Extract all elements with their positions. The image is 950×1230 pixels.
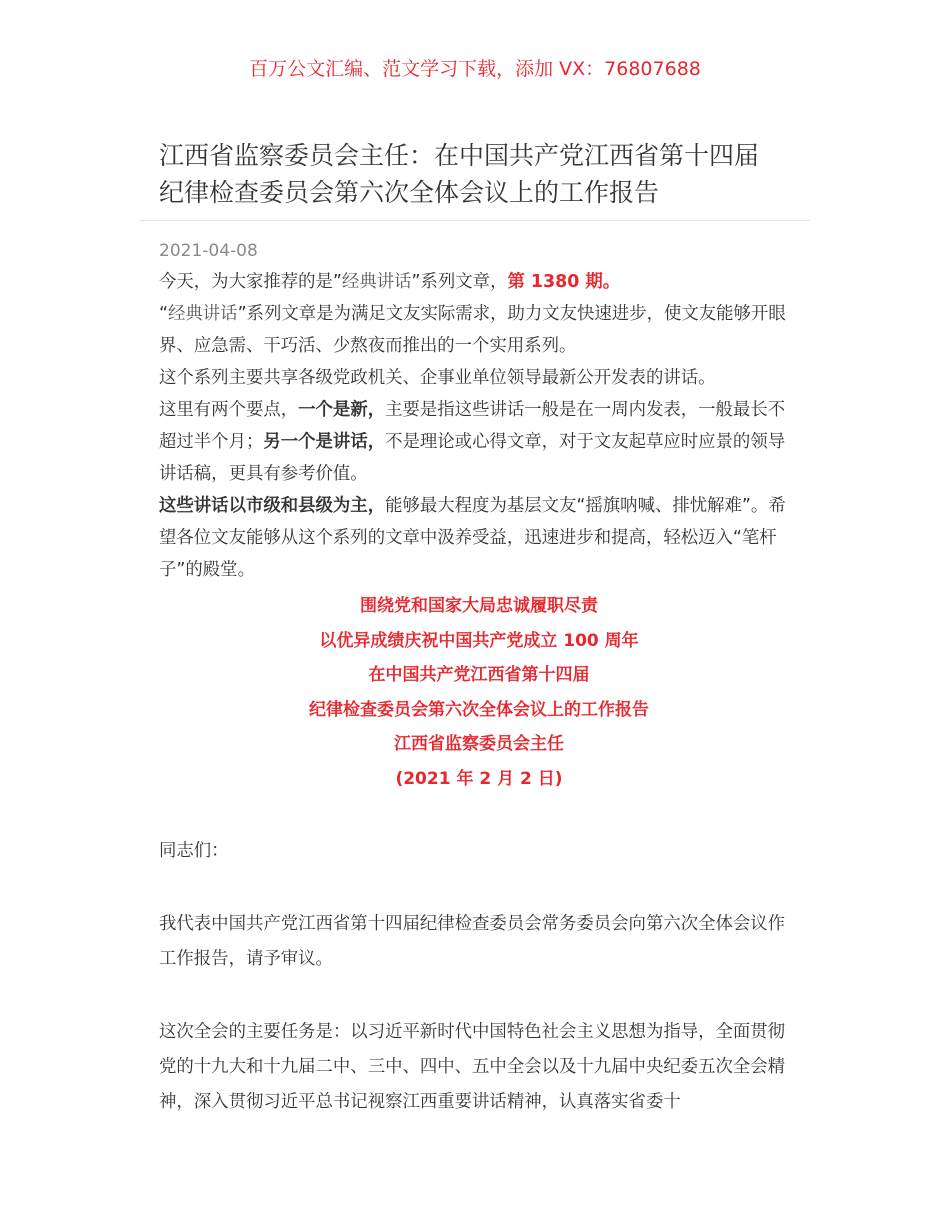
title-divider [140, 220, 810, 221]
report-paragraph-2: 这次全会的主要任务是：以习近平新时代中国特色社会主义思想为指导，全面贯彻党的十九大和十九届二中、三中、四中、五中全会以及十九届中央纪委五次全会精神，深入贯彻习近平总书记视察江西重要讲话精神，认真落实省委十 [159, 1022, 786, 1112]
intro-paragraph-1: 今天，为大家推荐的是”经典讲话”系列文章，第 1380 期。 [159, 272, 621, 292]
intro-paragraph-2: “经典讲话”系列文章是为满足文友实际需求，助力文友快速进步，使文友能够开眼界、应急需、干巧活、少熬夜而推出的一个实用系列。 [159, 304, 786, 356]
article-title [159, 137, 799, 211]
promo-banner: 百万公文汇编、范文学习下载，添加 VX：76807688 [249, 58, 701, 80]
article-title-line1: 江西省监察委员会主任：在中国共产党江西省第十四届 [159, 141, 760, 170]
salutation: 同志们： [159, 841, 229, 861]
report-heading-line: 纪律检查委员会第六次全体会议上的工作报告 [309, 699, 649, 720]
report-heading [159, 589, 799, 796]
report-heading-line: 以优异成绩庆祝中国共产党成立 100 周年 [319, 630, 639, 651]
key-point-level: 这些讲话以市级和县级为主， [159, 496, 386, 516]
key-point-speech: 另一个是讲话， [263, 432, 386, 452]
intro-paragraph-5: 这些讲话以市级和县级为主，能够最大程度为基层文友“摇旗呐喊、排忧解难”。希望各位文友能够从这个系列的文章中汲养受益，迅速进步和提高，轻松迈入“笔杆子”的殿堂。 [159, 496, 786, 580]
article-title-line2: 纪律检查委员会第六次全体会议上的工作报告 [159, 178, 660, 207]
key-point-new: 一个是新， [298, 400, 386, 420]
intro-paragraph-4: 这里有两个要点，一个是新，主要是指这些讲话一般是在一周内发表，一般最长不超过半个月；另一个是讲话，不是理论或心得文章，对于文友起草应时应景的领导讲话稿，更具有参考价值。 [159, 400, 786, 484]
report-paragraph-1: 我代表中国共产党江西省第十四届纪律检查委员会常务委员会向第六次全体会议作工作报告，请予审议。 [159, 914, 786, 969]
article-body [159, 266, 799, 1120]
series-name: 经典讲话 [341, 272, 412, 292]
report-heading-date: (2021 年 2 月 2 日) [395, 768, 563, 789]
publish-date: 2021-04-08 [159, 241, 258, 261]
series-name: 经典讲话 [168, 304, 238, 324]
report-heading-line: 江西省监察委员会主任 [394, 734, 564, 754]
report-heading-line: 在中国共产党江西省第十四届 [368, 665, 590, 685]
intro-paragraph-3: 这个系列主要共享各级党政机关、企事业单位领导最新公开发表的讲话。 [159, 368, 716, 388]
issue-number: 第 1380 期。 [507, 272, 621, 292]
report-heading-line: 围绕党和国家大局忠诚履职尽责 [360, 596, 598, 616]
